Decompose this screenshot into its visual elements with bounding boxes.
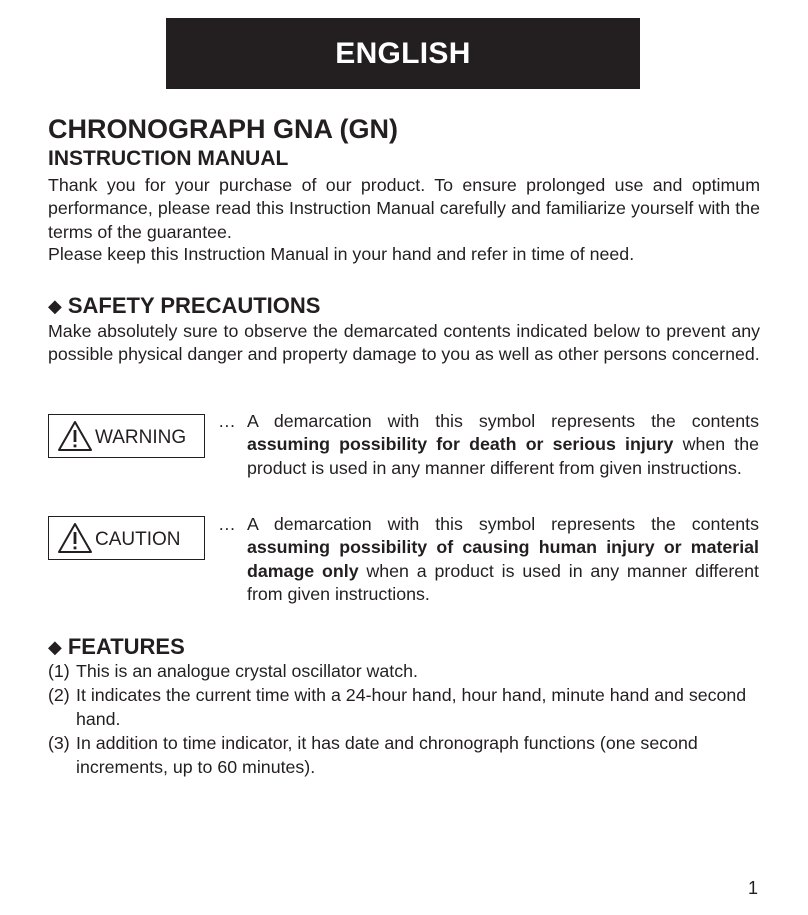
caution-label: CAUTION: [95, 529, 181, 550]
list-item: [48, 683, 760, 731]
warning-triangle-icon: [57, 420, 93, 452]
caution-symbol-box: [48, 516, 205, 560]
feature-number: (3): [48, 733, 70, 753]
caution-text-before: A demarcation with this symbol represents the contents: [247, 514, 759, 534]
warning-text-before: A demarcation with this symbol represents the contents: [247, 411, 759, 431]
feature-number: (2): [48, 685, 70, 705]
warning-label: WARNING: [95, 427, 187, 448]
intro-paragraph: Thank you for your purchase of our product. To ensure prolonged use and optimum performance, please read this Instruction Manual carefully and familiarize yourself with the terms of the guarantee.: [48, 175, 760, 242]
features-heading-text: FEATURES: [67, 634, 185, 659]
caution-text-bold: assuming possibility of causing human injury or material damage only: [247, 537, 759, 581]
features-list: [48, 659, 760, 779]
diamond-bullet-icon: ◆: [48, 296, 62, 316]
feature-text: It indicates the current time with a 24-hour hand, hour hand, minute hand and second hand.: [76, 685, 747, 729]
features-heading: [48, 633, 185, 662]
warning-description: [247, 410, 759, 480]
safety-intro-paragraph: Make absolutely sure to observe the demarcated contents indicated below to prevent any possible physical danger and property damage to you as well as other persons concerned.: [48, 321, 760, 365]
feature-text: In addition to time indicator, it has date and chronograph functions (one second increments, up to 60 minutes).: [76, 733, 698, 777]
warning-text-bold: assuming possibility for death or serious injury: [247, 434, 674, 455]
page-number: 1: [747, 878, 758, 898]
language-banner: [166, 18, 640, 89]
diamond-bullet-icon: ◆: [48, 637, 62, 657]
safety-heading-text: SAFETY PRECAUTIONS: [67, 293, 321, 318]
caution-description: [247, 513, 759, 607]
warning-ellipsis: …: [218, 411, 236, 431]
language-label: ENGLISH: [335, 36, 471, 70]
document-subtitle: INSTRUCTION MANUAL: [48, 147, 289, 170]
warning-text-after: when the product is used in any manner different from given instructions.: [247, 434, 759, 478]
feature-number: (1): [48, 661, 70, 681]
caution-ellipsis: …: [218, 514, 236, 534]
list-item: [48, 731, 760, 779]
warning-symbol-box: [48, 414, 205, 458]
caution-text-after: when a product is used in any manner different from given instructions.: [247, 560, 759, 605]
feature-text: This is an analogue crystal oscillator watch.: [76, 661, 418, 681]
list-item: [48, 659, 760, 683]
caution-triangle-icon: [57, 522, 93, 554]
safety-precautions-heading: [48, 292, 320, 321]
document-title: CHRONOGRAPH GNA (GN): [48, 114, 398, 144]
intro-keep-manual-paragraph: Please keep this Instruction Manual in your hand and refer in time of need.: [48, 244, 635, 264]
